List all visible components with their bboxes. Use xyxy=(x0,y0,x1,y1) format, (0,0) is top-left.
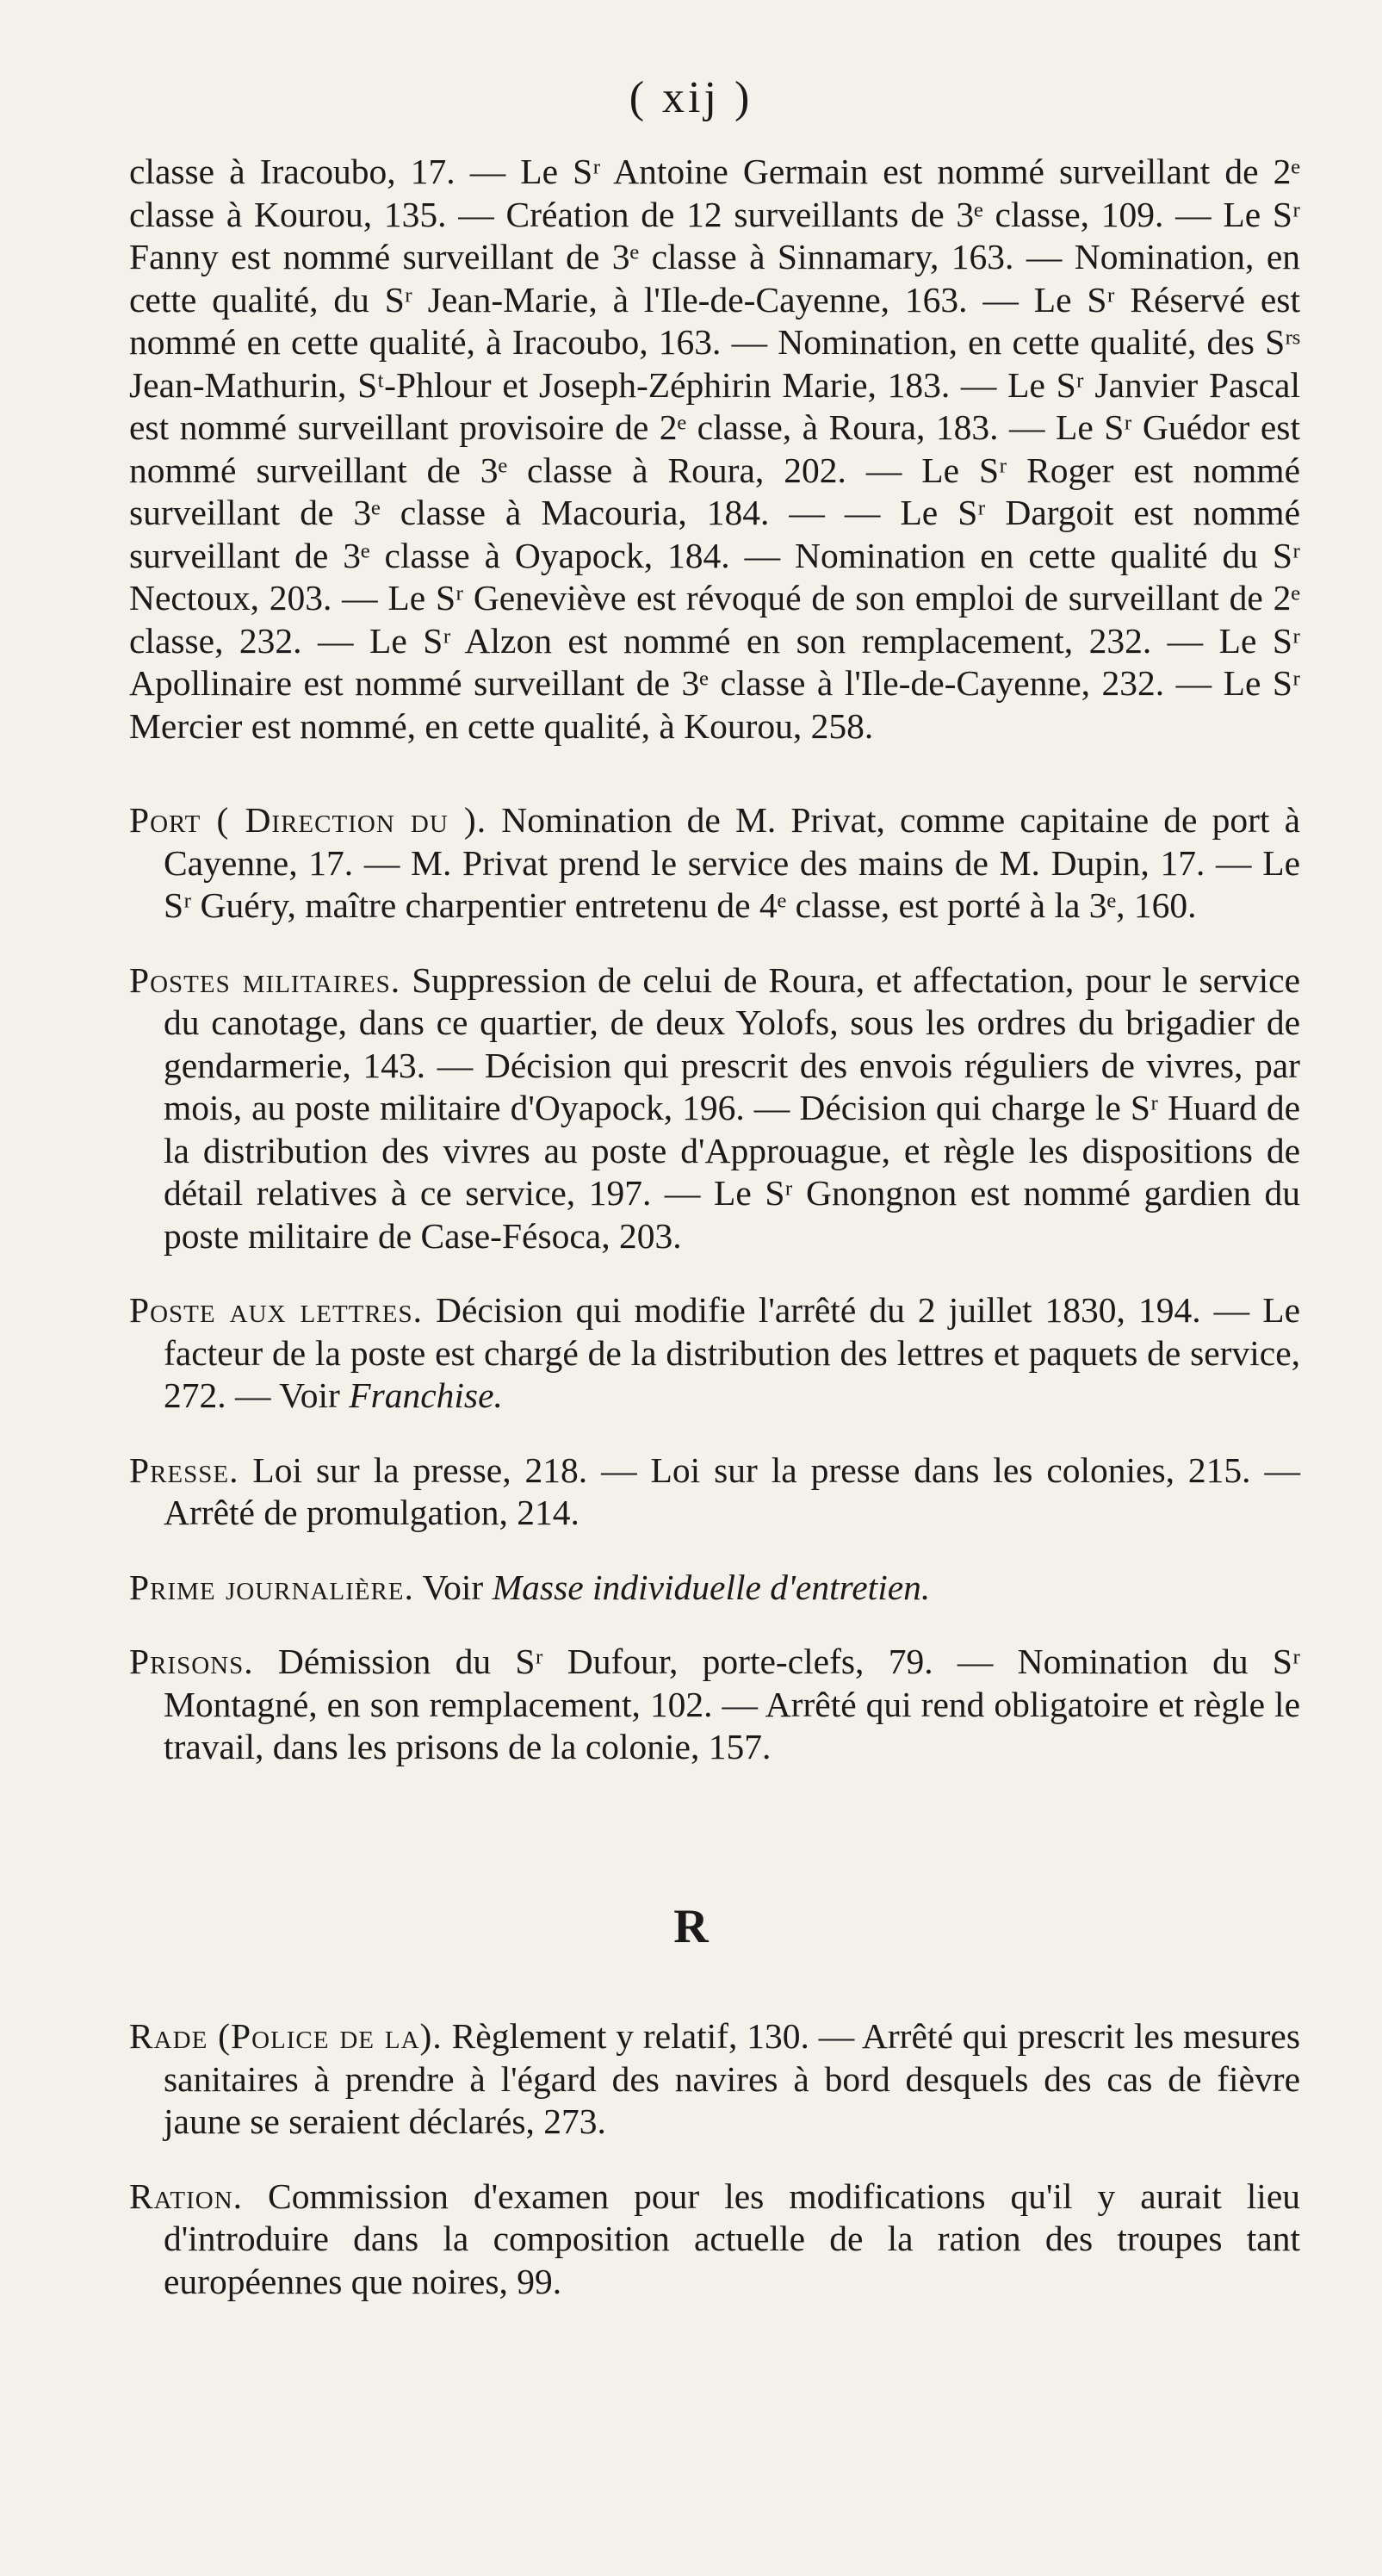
section-letter: R xyxy=(673,1900,709,1953)
entry-headword: Prime journalière. xyxy=(129,1567,414,1607)
entry-text: Voir xyxy=(413,1567,493,1607)
index-entry xyxy=(129,2015,1300,2144)
entry-headword: Presse. xyxy=(129,1449,239,1490)
entry-headword: Port ( Direction du ). xyxy=(129,800,487,840)
index-entries-r xyxy=(129,2015,1300,2335)
entry-text: Loi sur la presse, 218. — Loi sur la presse dans les colonies, 215. — Arrêté de promulgation, 214. xyxy=(164,1449,1300,1532)
index-entries-p xyxy=(129,151,1300,1801)
entry-text: Commission d'examen pour les modifications qu'il y aurait lieu d'introduire dans la composition actuelle de la ration des troupes tant européennes que noires, 99. xyxy=(164,2176,1300,2301)
entry-headword: Prisons. xyxy=(129,1642,254,1681)
entry-text: classe à Iracoubo, 17. — Le Sʳ Antoine Germain est nommé surveillant de 2ᵉ classe à Kourou, 135. — Création de 12 surveillants de 3ᵉ classe, 109. — Le Sʳ Fanny est nommé surveillant de 3ᵉ classe à Sinnamary, 163. — Nomination, en cette qualité, du Sʳ Jean-Marie, à l'Ile-de-Cayenne, 163. — Le Sʳ Réservé est nommé en cette qualité, à Iracoubo, 163. — Nomination, en cette qualité, des Sʳˢ Jean-Mathurin, Sᵗ-Phlour et Joseph-Zéphirin Marie, 183. — Le Sʳ Janvier Pascal est nommé surveillant provisoire de 2ᵉ classe, à Roura, 183. — Le Sʳ Guédor est nommé surveillant de 3ᵉ classe à Roura, 202. — Le Sʳ Roger est nommé surveillant de 3ᵉ classe à Macouria, 184. — — Le Sʳ Dargoit est nommé surveillant de 3ᵉ classe à Oyapock, 184. — Nomination en cette qualité du Sʳ Nectoux, 203. — Le Sʳ Geneviève est révoqué de son emploi de surveillant de 2ᵉ classe, 232. — Le Sʳ Alzon est nommé en son remplacement, 232. — Le Sʳ Apollinaire est nommé surveillant de 3ᵉ classe à l'Ile-de-Cayenne, 232. — Le Sʳ Mercier est nommé, en cette qualité, à Kourou, 258. xyxy=(129,152,1300,746)
entry-text: Suppression de celui de Roura, et affectation, pour le service du canotage, dans ce quartier, de deux Yolofs, sous les ordres du brigadier de gendarmerie, 143. — Décision qui prescrit des envois réguliers de vivres, par mois, au poste militaire d'Oyapock, 196. — Décision qui charge le Sʳ Huard de la distribution des vivres au poste d'Approuague, et règle les dispositions de détail relatives à ce service, 197. — Le Sʳ Gnongnon est nommé gardien du poste militaire de Case-Fésoca, 203. xyxy=(164,959,1301,1256)
index-entry xyxy=(129,151,1300,748)
entry-headword: Rade (Police de la). xyxy=(129,2016,443,2056)
index-entry xyxy=(129,1567,1300,1610)
entry-headword: Poste aux lettres. xyxy=(129,1290,423,1330)
entry-headword: Postes militaires. xyxy=(129,959,401,1000)
index-entry xyxy=(129,2176,1300,2304)
entry-text: Règlement y relatif, 130. — Arrêté qui prescrit les mesures sanitaires à prendre à l'égard des navires à bord desquels des cas de fièvre jaune se seraient déclarés, 273. xyxy=(164,2016,1300,2141)
entry-text: Nomination de M. Privat, comme capitaine de port à Cayenne, 17. — M. Privat prend le service des mains de M. Dupin, 17. — Le Sʳ Guéry, maître charpentier entretenu de 4ᵉ classe, est porté à la 3ᵉ, 160. xyxy=(164,800,1300,925)
page-number: ( xij ) xyxy=(629,73,753,122)
index-entry xyxy=(129,1449,1300,1535)
entry-headword: Ration. xyxy=(129,2176,244,2216)
index-entry xyxy=(129,1641,1300,1769)
index-entry xyxy=(129,959,1300,1258)
index-entry xyxy=(129,799,1300,928)
entry-text: Démission du Sʳ Dufour, porte-clefs, 79. — Nomination du Sʳ Montagné, en son remplacement, 102. — Arrêté qui rend obligatoire et règle le travail, dans les prisons de la colonie, 157. xyxy=(164,1642,1300,1766)
entry-cross-reference: Masse individuelle d'entretien. xyxy=(492,1567,931,1607)
entry-text: Décision qui modifie l'arrêté du 2 juillet 1830, 194. — Le facteur de la poste est chargé de la distribution des lettres et paquets de service, 272. — Voir xyxy=(164,1290,1301,1415)
entry-cross-reference: Franchise. xyxy=(349,1375,503,1415)
index-entry xyxy=(129,1289,1300,1418)
